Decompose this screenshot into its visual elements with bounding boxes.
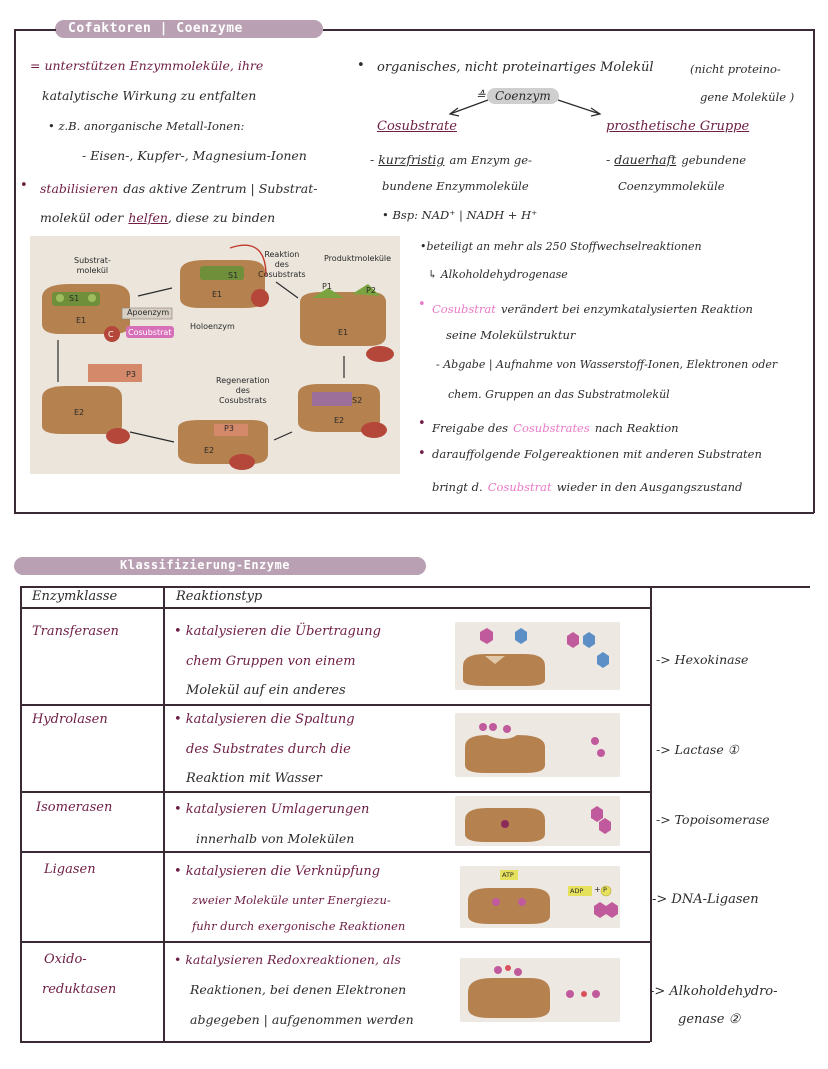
section2-title: Klassifizierung-Enzyme (120, 558, 290, 572)
cos-short-word: kurzfristig (378, 152, 445, 167)
diagram-label-substrat: Substrat- molekül (74, 256, 111, 275)
diagram-label-c: C (108, 330, 114, 339)
diagram-label-e1-right: E1 (338, 328, 349, 337)
section1-right-border (813, 29, 815, 513)
diagram-label-p2: P2 (366, 286, 376, 295)
bind-line-a: molekül oder (40, 210, 124, 225)
note-cosubstrat-changes (432, 298, 753, 317)
row-isomerasen-l2: innerhalb von Molekülen (196, 831, 355, 846)
stabilize-rest: das aktive Zentrum | Substrat- (123, 181, 318, 196)
cos-line1-rest: am Enzym ge- (449, 153, 532, 167)
section1-top-line-right (323, 29, 814, 31)
bullet-dot: • (20, 178, 28, 193)
table-right (650, 586, 652, 1042)
coenzym-pill: Coenzym (487, 88, 559, 104)
diagram-label-e2-right: E2 (334, 416, 345, 425)
return-cosubstrat: Cosubstrat (487, 480, 552, 494)
diagram-label-regeneration: Regeneration des Cosubstrats (216, 376, 270, 405)
bullet-dot: • (418, 416, 426, 431)
bind-line-c: , diese zu binden (167, 210, 276, 225)
diagram-label-p3-center: P3 (224, 424, 234, 433)
diagram-label-e1-top: E1 (212, 290, 223, 299)
release-a: Freigabe des (432, 421, 509, 435)
row-ligasen-klasse: Ligasen (44, 862, 96, 877)
transferasen-image (455, 622, 620, 690)
row-hydrolasen-klasse: Hydrolasen (32, 712, 108, 727)
row-transferasen-l3: Molekül auf ein anderes (186, 683, 346, 698)
adp-label: ADP (570, 887, 584, 895)
diagram-label-s2: S2 (352, 396, 363, 405)
bind-line (40, 207, 275, 226)
section1-title: Cofaktoren | Coenzyme (68, 21, 243, 36)
diagram-label-e1: E1 (76, 316, 87, 325)
cofactor-def-line2: katalytische Wirkung zu entfalten (42, 88, 257, 103)
bullet-dot: • (418, 446, 426, 461)
paren-line2: gene Moleküle ) (700, 90, 795, 104)
p-label: P (603, 886, 607, 894)
diagram-label-produkt: Produktmoleküle (324, 254, 392, 263)
row-oxido-example1: -> Alkoholdehydro- (650, 984, 778, 999)
atp-label: ATP (502, 871, 514, 879)
stabilize-line (40, 178, 317, 197)
row-isomerasen-klasse: Isomerasen (36, 800, 113, 815)
table-bottom (20, 1041, 650, 1043)
coenzyme-def-line: organisches, nicht proteinartiges Molekül (377, 60, 654, 75)
diagram-label-e2-left: E2 (74, 408, 85, 417)
return-a: bringt d. (432, 480, 483, 494)
ligasen-image (460, 866, 620, 928)
cofactor-ions-line: - Eisen-, Kupfer-, Magnesium-Ionen (82, 148, 307, 163)
dash: - (606, 152, 615, 167)
note-transfer: - Abgabe | Aufnahme von Wasserstoff-Ionen, Elektronen oder (436, 358, 778, 371)
note-alcohol: ↳ Alkoholdehydrogenase (428, 268, 568, 281)
table-left (20, 586, 22, 1042)
row-transferasen-l2: chem Gruppen von einem (186, 654, 356, 669)
bullet-dot: • (418, 297, 426, 312)
row-ligasen-example: -> DNA-Ligasen (652, 892, 759, 907)
release-cosubstrat: Cosubstrates (513, 421, 590, 435)
return-c: wieder in den Ausgangszustand (556, 480, 743, 494)
table-col-divider (163, 586, 165, 1042)
stabilize-word: stabilisieren (40, 181, 119, 196)
diagram-label-cosubstrat: Cosubstrat (128, 328, 172, 337)
prosthetic-line1 (606, 149, 746, 168)
diagram-label-s1: S1 (69, 294, 80, 303)
row-divider-1 (20, 704, 650, 706)
section1-top-line-left (14, 29, 56, 31)
note-reactions: •beteiligt an mehr als 250 Stoffwechselreaktionen (420, 240, 702, 253)
section1-bottom-line (14, 512, 814, 514)
row-divider-3 (20, 851, 650, 853)
row-hydrolasen-l2: des Substrates durch die (186, 742, 351, 757)
cofactor-example-line: • z.B. anorganische Metall-Ionen: (48, 119, 245, 133)
row-ligasen-l1: • katalysieren die Verknüpfung (174, 864, 381, 879)
diagram-label-p3: P3 (126, 370, 136, 379)
prosthetic-line2: Coenzymmoleküle (618, 179, 725, 193)
ligasen-svg (460, 866, 620, 928)
table-header-line (20, 607, 650, 609)
row-oxido-klasse2: reduktasen (42, 982, 117, 997)
note-structure: seine Molekülstruktur (446, 328, 576, 342)
col-header-reaktion: Reaktionstyp (176, 589, 263, 604)
row-oxido-klasse1: Oxido- (44, 952, 87, 967)
row-ligasen-l3: fuhr durch exergonische Reaktionen (192, 919, 406, 933)
col-header-klasse: Enzymklasse (32, 589, 118, 604)
row-oxido-l2: Reaktionen, bei denen Elektronen (190, 982, 407, 997)
row-transferasen-l1: • katalysieren die Übertragung (174, 624, 381, 639)
oxido-svg (460, 958, 620, 1022)
row-oxido-l1: • katalysieren Redoxreaktionen, als (174, 952, 401, 967)
note-groups: chem. Gruppen an das Substratmolekül (448, 388, 670, 401)
row-transferasen-klasse: Transferasen (32, 624, 119, 639)
diagram-label-holoenzym: Holoenzym (190, 322, 235, 331)
note-followup: darauffolgende Folgereaktionen mit anderen Substraten (432, 447, 762, 461)
row-transferasen-example: -> Hexokinase (656, 652, 749, 667)
diagram-label-e2-center: E2 (204, 446, 215, 455)
pro-line1-rest: gebundene (681, 153, 747, 167)
cosubstrate-example: • Bsp: NAD⁺ | NADH + H⁺ (382, 208, 538, 222)
coenzym-branch-arrows (430, 92, 620, 132)
cosubstrate-cycle-diagram (30, 236, 400, 474)
row-hydrolasen-l3: Reaktion mit Wasser (186, 771, 322, 786)
diagram-label-p1: P1 (322, 282, 332, 291)
diagram-label-s1-top: S1 (228, 271, 239, 280)
row-hydrolasen-example: -> Lactase ① (656, 742, 739, 757)
row-isomerasen-l1: • katalysieren Umlagerungen (174, 802, 370, 817)
isomerasen-image (455, 796, 620, 846)
bullet-dot: • (357, 58, 365, 73)
row-oxido-example2: genase ② (678, 1012, 741, 1027)
pro-permanent-word: dauerhaft (614, 152, 677, 167)
row-divider-2 (20, 791, 650, 793)
cosubstrate-heading: Cosubstrate (377, 119, 457, 134)
cosubstrat-word: Cosubstrat (432, 302, 496, 316)
note-return (432, 476, 742, 495)
help-word: helfen (128, 210, 168, 225)
dash: - (370, 152, 379, 167)
row-hydrolasen-l1: • katalysieren die Spaltung (174, 712, 355, 727)
release-c: nach Reaktion (594, 421, 679, 435)
cosubstrate-line1 (370, 149, 532, 168)
equiv-symbol: ≙ (476, 88, 486, 102)
row-isomerasen-example: -> Topoisomerase (656, 812, 770, 827)
note-line-rest: verändert bei enzymkatalysierten Reaktion (500, 302, 753, 316)
row-oxido-l3: abgegeben | aufgenommen werden (190, 1012, 414, 1027)
transferasen-svg (455, 622, 620, 690)
note-release (432, 417, 679, 436)
diagram-label-reaktion: Reaktion des Cosubstrats (258, 250, 306, 279)
diagram-label-apoenzym: Apoenzym (127, 308, 170, 317)
isomerasen-svg (455, 796, 620, 846)
plus-label: + (594, 885, 601, 894)
prosthetic-heading: prosthetische Gruppe (606, 119, 750, 134)
oxidoreduktasen-image (460, 958, 620, 1022)
hydrolasen-image (455, 713, 620, 777)
row-divider-4 (20, 941, 650, 943)
cofactor-def-line1: = unterstützen Enzymmoleküle, ihre (30, 58, 264, 73)
paren-line1: (nicht proteino- (690, 62, 781, 76)
section1-left-border (14, 29, 16, 513)
row-ligasen-l2: zweier Moleküle unter Energiezu- (192, 893, 391, 907)
cosubstrate-line2: bundene Enzymmoleküle (382, 179, 529, 193)
hydrolasen-svg (455, 713, 620, 777)
table-top (20, 586, 810, 588)
